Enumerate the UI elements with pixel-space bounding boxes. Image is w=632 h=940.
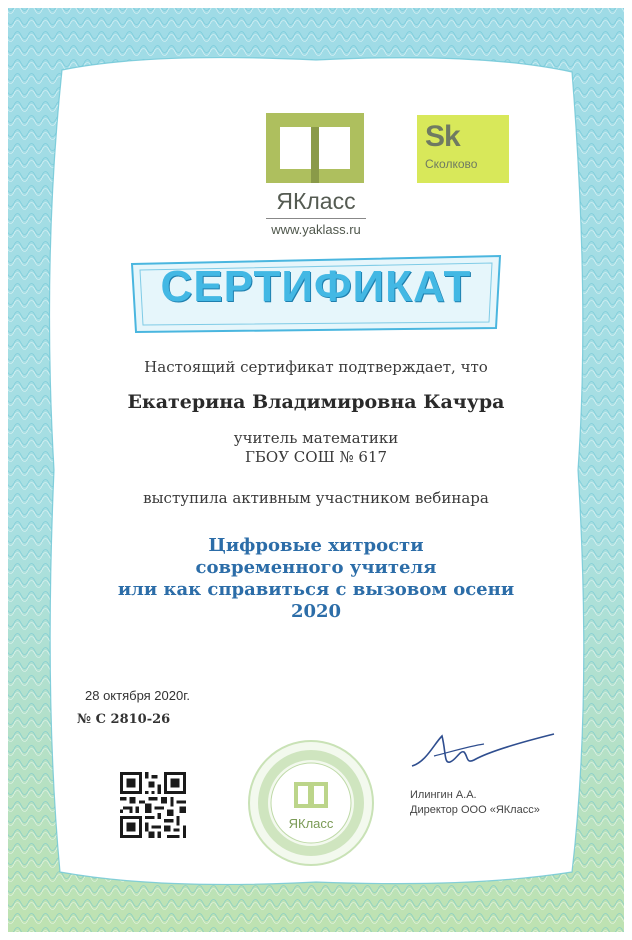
certificate-number: № С 2810-26 [77,712,171,727]
brand-url: www.yaklass.ru [271,222,361,237]
recipient-school: ГБОУ СОШ № 617 [244,448,388,466]
issue-date: 28 октября 2020г. [85,688,190,703]
skolkovo-logo [417,115,509,183]
webinar-title-line: Цифровые хитрости [208,535,424,556]
webinar-title-line: или как справиться с вызовом осени [117,579,515,600]
webinar-title-line: современного учителя [195,557,437,578]
signature-mark [404,722,564,782]
brand-name: ЯКласс [276,188,356,214]
qr-code [120,772,186,838]
confirmation-text: Настоящий сертификат подтверждает, что [144,358,488,376]
seal-label: ЯКласс [288,816,334,831]
recipient-name: Екатерина Владимировна Качура [127,391,505,413]
signatory-title: Директор ООО «ЯКласс» [410,804,540,816]
recipient-position: учитель математики [233,429,399,447]
signatory-name: Илингин А.А. [410,789,477,801]
brand-divider [266,218,366,219]
yaklass-book-logo [266,113,366,185]
certificate-title: СЕРТИФИКАТ [160,262,472,311]
participation-text: выступила активным участником вебинара [143,489,489,507]
seal-stamp [246,738,376,868]
webinar-year: 2020 [290,601,342,622]
skolkovo-mark: Sk [425,120,460,153]
skolkovo-label: Сколково [425,157,478,171]
